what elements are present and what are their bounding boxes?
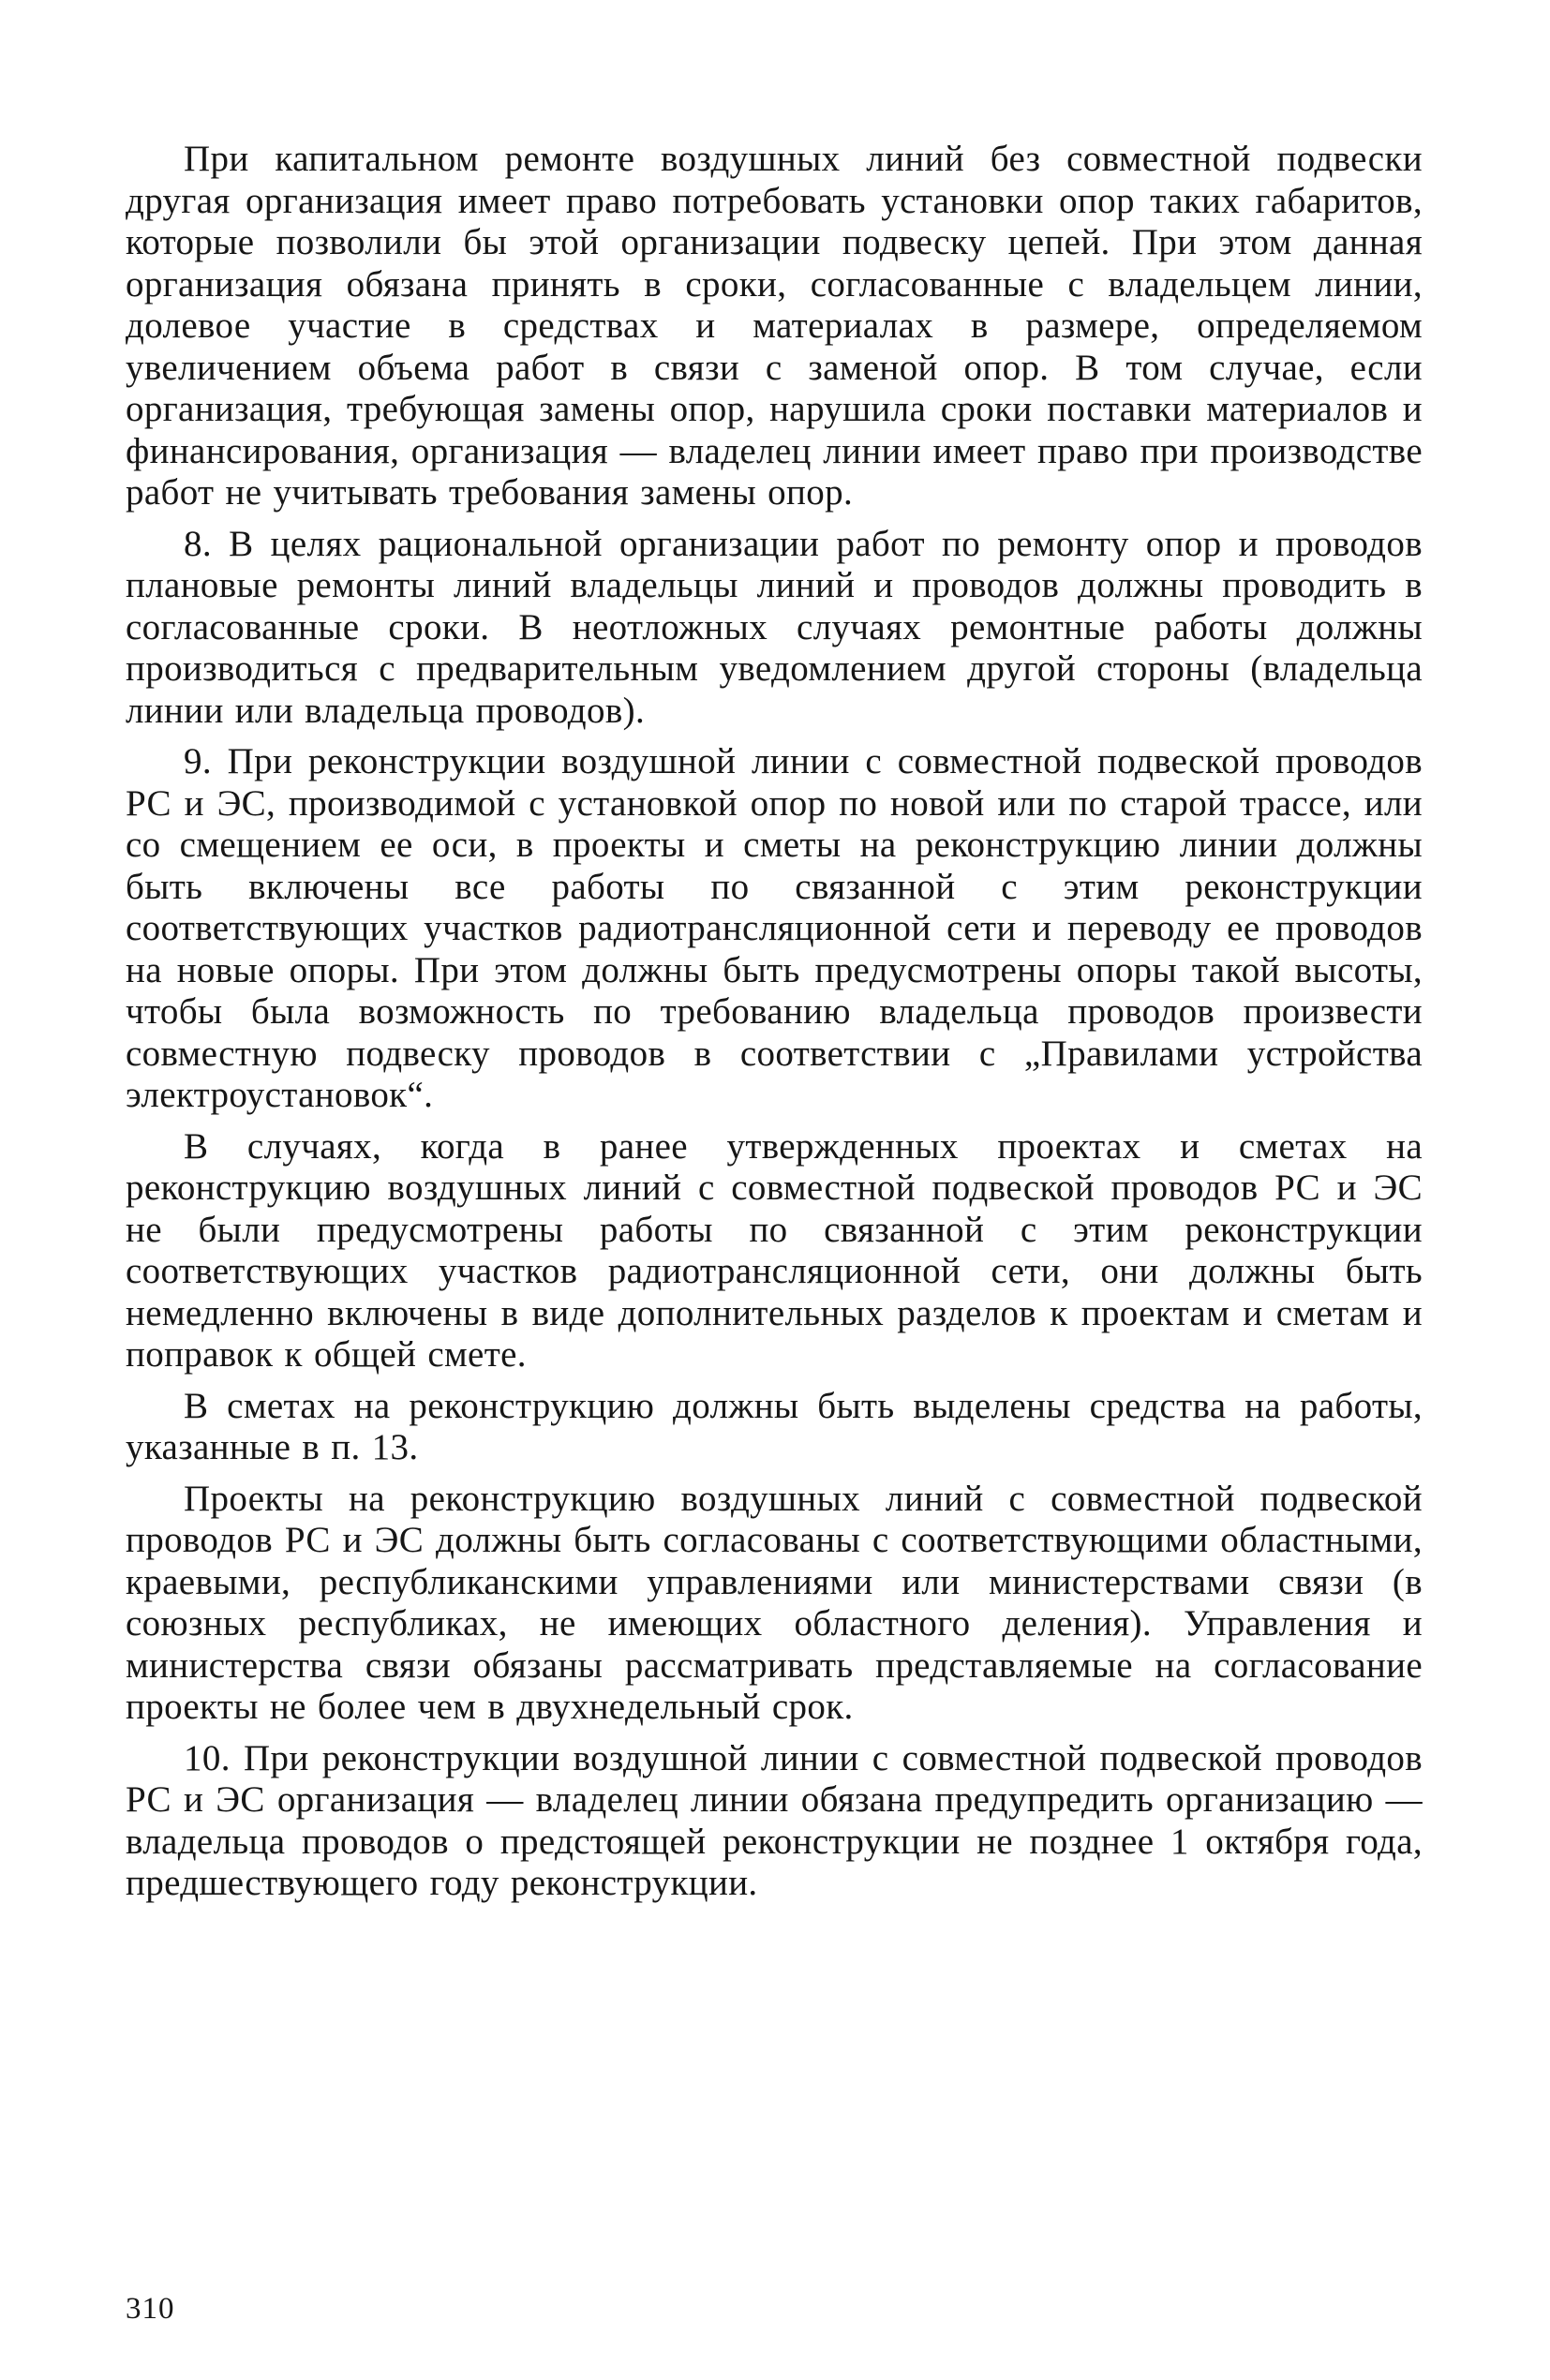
paragraph-project-approval: Проекты на реконструкцию воздушных линий с совместной подвеской проводов РС и ЭС должны быть согласованы с соответствующими областными, краевыми, республиканскими управлениями или министерствами связи (в союзных республиках, не имеющих областного деления). Управления и министерства связи обязаны рассматривать представляемые на согласование проекты не более чем в двухнедельный срок. [126,1478,1423,1727]
body-text [126,139,1423,1914]
paragraph-capital-repair: При капитальном ремонте воздушных линий без совместной подвески другая организация имеет право потребовать установки опор таких габаритов, которые позволили бы этой организации подвеску цепей. При этом данная организация обязана принять в сроки, согласованные с владельцем линии, долевое участие в средствах и материалах в размере, определяемом увеличением объема работ в связи с заменой опор. В том случае, если организация, требующая замены опор, нарушила сроки поставки материалов и финансирования, организация — владелец линии имеет право при производстве работ не учитывать требования замены опор. [126,139,1423,513]
paragraph-item-9: 9. При реконструкции воздушной линии с совместной подвеской проводов РС и ЭС, производимой с установкой опор по новой или по старой трассе, или со смещением ее оси, в проекты и сметы на реконструкцию линии должны быть включены все работы по связанной с этим реконструкции соответствующих участков радиотрансляционной сети и переводу ее проводов на новые опоры. При этом должны быть предусмотрены опоры такой высоты, чтобы была возможность по требованию владельца проводов произвести совместную подвеску проводов в соответствии с „Правилами устройства электроустановок“. [126,741,1423,1115]
paragraph-approved-projects: В случаях, когда в ранее утвержденных проектах и сметах на реконструкцию воздушных линий с совместной подвеской проводов РС и ЭС не были предусмотрены работы по связанной с этим реконструкции соответствующих участков радиотрансляционной сети, они должны быть немедленно включены в виде дополнительных разделов к проектам и сметам и поправок к общей смете. [126,1125,1423,1375]
paragraph-item-10: 10. При реконструкции воздушной линии с совместной подвеской проводов РС и ЭС организация — владелец линии обязана предупредить организацию — владельца проводов о предстоящей реконструкции не позднее 1 октября года, предшествующего году реконструкции. [126,1737,1423,1903]
paragraph-estimates: В сметах на реконструкцию должны быть выделены средства на работы, указанные в п. 13. [126,1385,1423,1467]
paragraph-item-8: 8. В целях рациональной организации работ по ремонту опор и проводов плановые ремонты линий владельцы линий и проводов должны проводить в согласованные сроки. В неотложных случаях ремонтные работы должны производиться с предварительным уведомлением другой стороны (владельца линии или владельца проводов). [126,523,1423,731]
page-number: 310 [126,2292,175,2326]
